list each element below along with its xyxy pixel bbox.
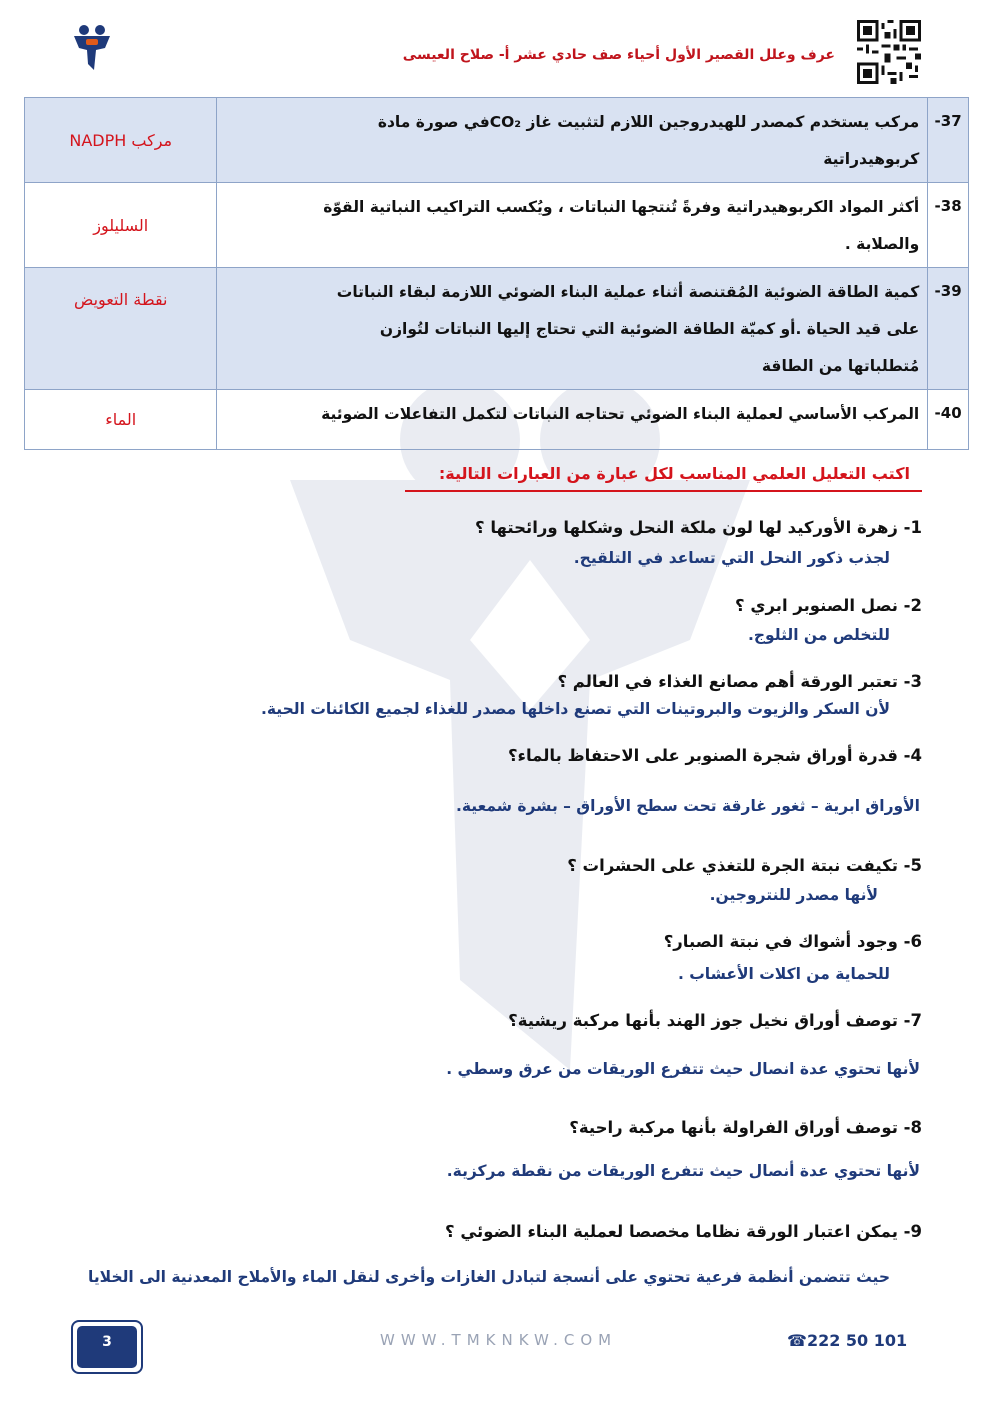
answer-1: لجذب ذكور النحل التي تساعد في التلقيح. [573, 549, 890, 567]
answer-7: لأنها تحتوي عدة انصال حيث تتفرع الوريقات من عرق وسطي . [446, 1060, 920, 1078]
question-3: 3- تعتبر الورقة أهم مصانع الغذاء في العالم ؟ [557, 672, 922, 691]
table-row [25, 390, 969, 450]
answer-3: لأن السكر والزيوت والبروتينات التي تصنع داخلها مصدر للغذاء لجميع الكائنات الحية. [261, 700, 890, 718]
row-number: 40- [928, 390, 969, 450]
question-5: 5- تكيفت نبتة الجرة للتغذي على الحشرات ؟ [567, 856, 922, 875]
row-description: المركب الأساسي لعملية البناء الضوئي تحتاجه النباتات لتكمل التفاعلات الضوئية [217, 390, 928, 450]
question-9: 9- يمكن اعتبار الورقة نظاما مخصصا لعملية البناء الضوئي ؟ [445, 1222, 922, 1241]
answer-4: الأوراق ابرية – ثغور غارقة تحت سطح الأوراق – بشرة شمعية. [455, 797, 920, 815]
page-number-box [71, 1320, 143, 1374]
row-description: كمية الطاقة الضوئية المُقتنصة أثناء عملية البناء الضوئي اللازمة لبقاء النباتات على قيد الحياة .أو كميّة الطاقة الضوئية التي تحتاج إليها النباتات لتُوازن مُتطلباتها من الطاقة [217, 268, 928, 390]
question-2: 2- نصل الصنوبر ابري ؟ [735, 596, 922, 615]
row-description: مركب يستخدم كمصدر للهيدروجين اللازم لتثبيت غاز CO₂في صورة مادة كربوهيدراتية [217, 98, 928, 183]
question-6: 6- وجود أشواك في نبتة الصبار؟ [663, 932, 922, 951]
table-row [25, 183, 969, 268]
row-answer: نقطة التعويض [25, 268, 217, 390]
answer-9: حيث تتضمن أنظمة فرعية تحتوي على أنسجة لتبادل الغازات وأخرى لنقل الماء والأملاح المعدنية الى الخلايا [88, 1268, 890, 1286]
row-answer: الماء [25, 390, 217, 450]
row-answer: السليلوز [25, 183, 217, 268]
answer-8: لأنها تحتوي عدة أنصال حيث تتفرع الوريقات من نقطة مركزية. [446, 1162, 920, 1180]
phone-number[interactable] [787, 1331, 907, 1350]
brand-logo [72, 24, 112, 72]
question-7: 7- توصف أوراق نخيل جوز الهند بأنها مركبة ريشية؟ [508, 1011, 922, 1030]
header-title: عرف وعلل القصير الأول أحياء صف حادي عشر أ- صلاح العيسى [402, 47, 835, 63]
row-number: 39- [928, 268, 969, 390]
terms-table [24, 97, 969, 450]
table-row [25, 268, 969, 390]
question-4: 4- قدرة أوراق شجرة الصنوبر على الاحتفاظ بالماء؟ [507, 746, 922, 765]
qr-code[interactable] [857, 20, 921, 84]
table-row [25, 98, 969, 183]
phone-text: 222 50 101 [806, 1331, 908, 1350]
page-number: 3 [77, 1326, 137, 1368]
question-1: 1- زهرة الأوركيد لها لون ملكة النحل وشكلها ورائحتها ؟ [475, 518, 922, 537]
answer-6: للحماية من اكلات الأعشاب . [677, 965, 890, 983]
question-8: 8- توصف أوراق الفراولة بأنها مركبة راحية؟ [569, 1118, 922, 1137]
answer-2: للتخلص من الثلوج. [747, 626, 890, 644]
phone-icon: ☎ [787, 1331, 807, 1350]
row-description: أكثر المواد الكربوهيدراتية وفرةً تُنتجها النباتات ، ويُكسب التراكيب النباتية القوّة والصلابة . [217, 183, 928, 268]
row-number: 37- [928, 98, 969, 183]
row-number: 38- [928, 183, 969, 268]
answer-5: لأنها مصدر للنتروجين. [709, 886, 878, 904]
section-title: اكتب التعليل العلمي المناسب لكل عبارة من العبارات التالية: [438, 464, 910, 483]
section-underline [405, 490, 922, 492]
row-answer: مركب NADPH [25, 98, 217, 183]
website-link[interactable]: WWW.TMKNKW.COM [380, 1331, 618, 1349]
